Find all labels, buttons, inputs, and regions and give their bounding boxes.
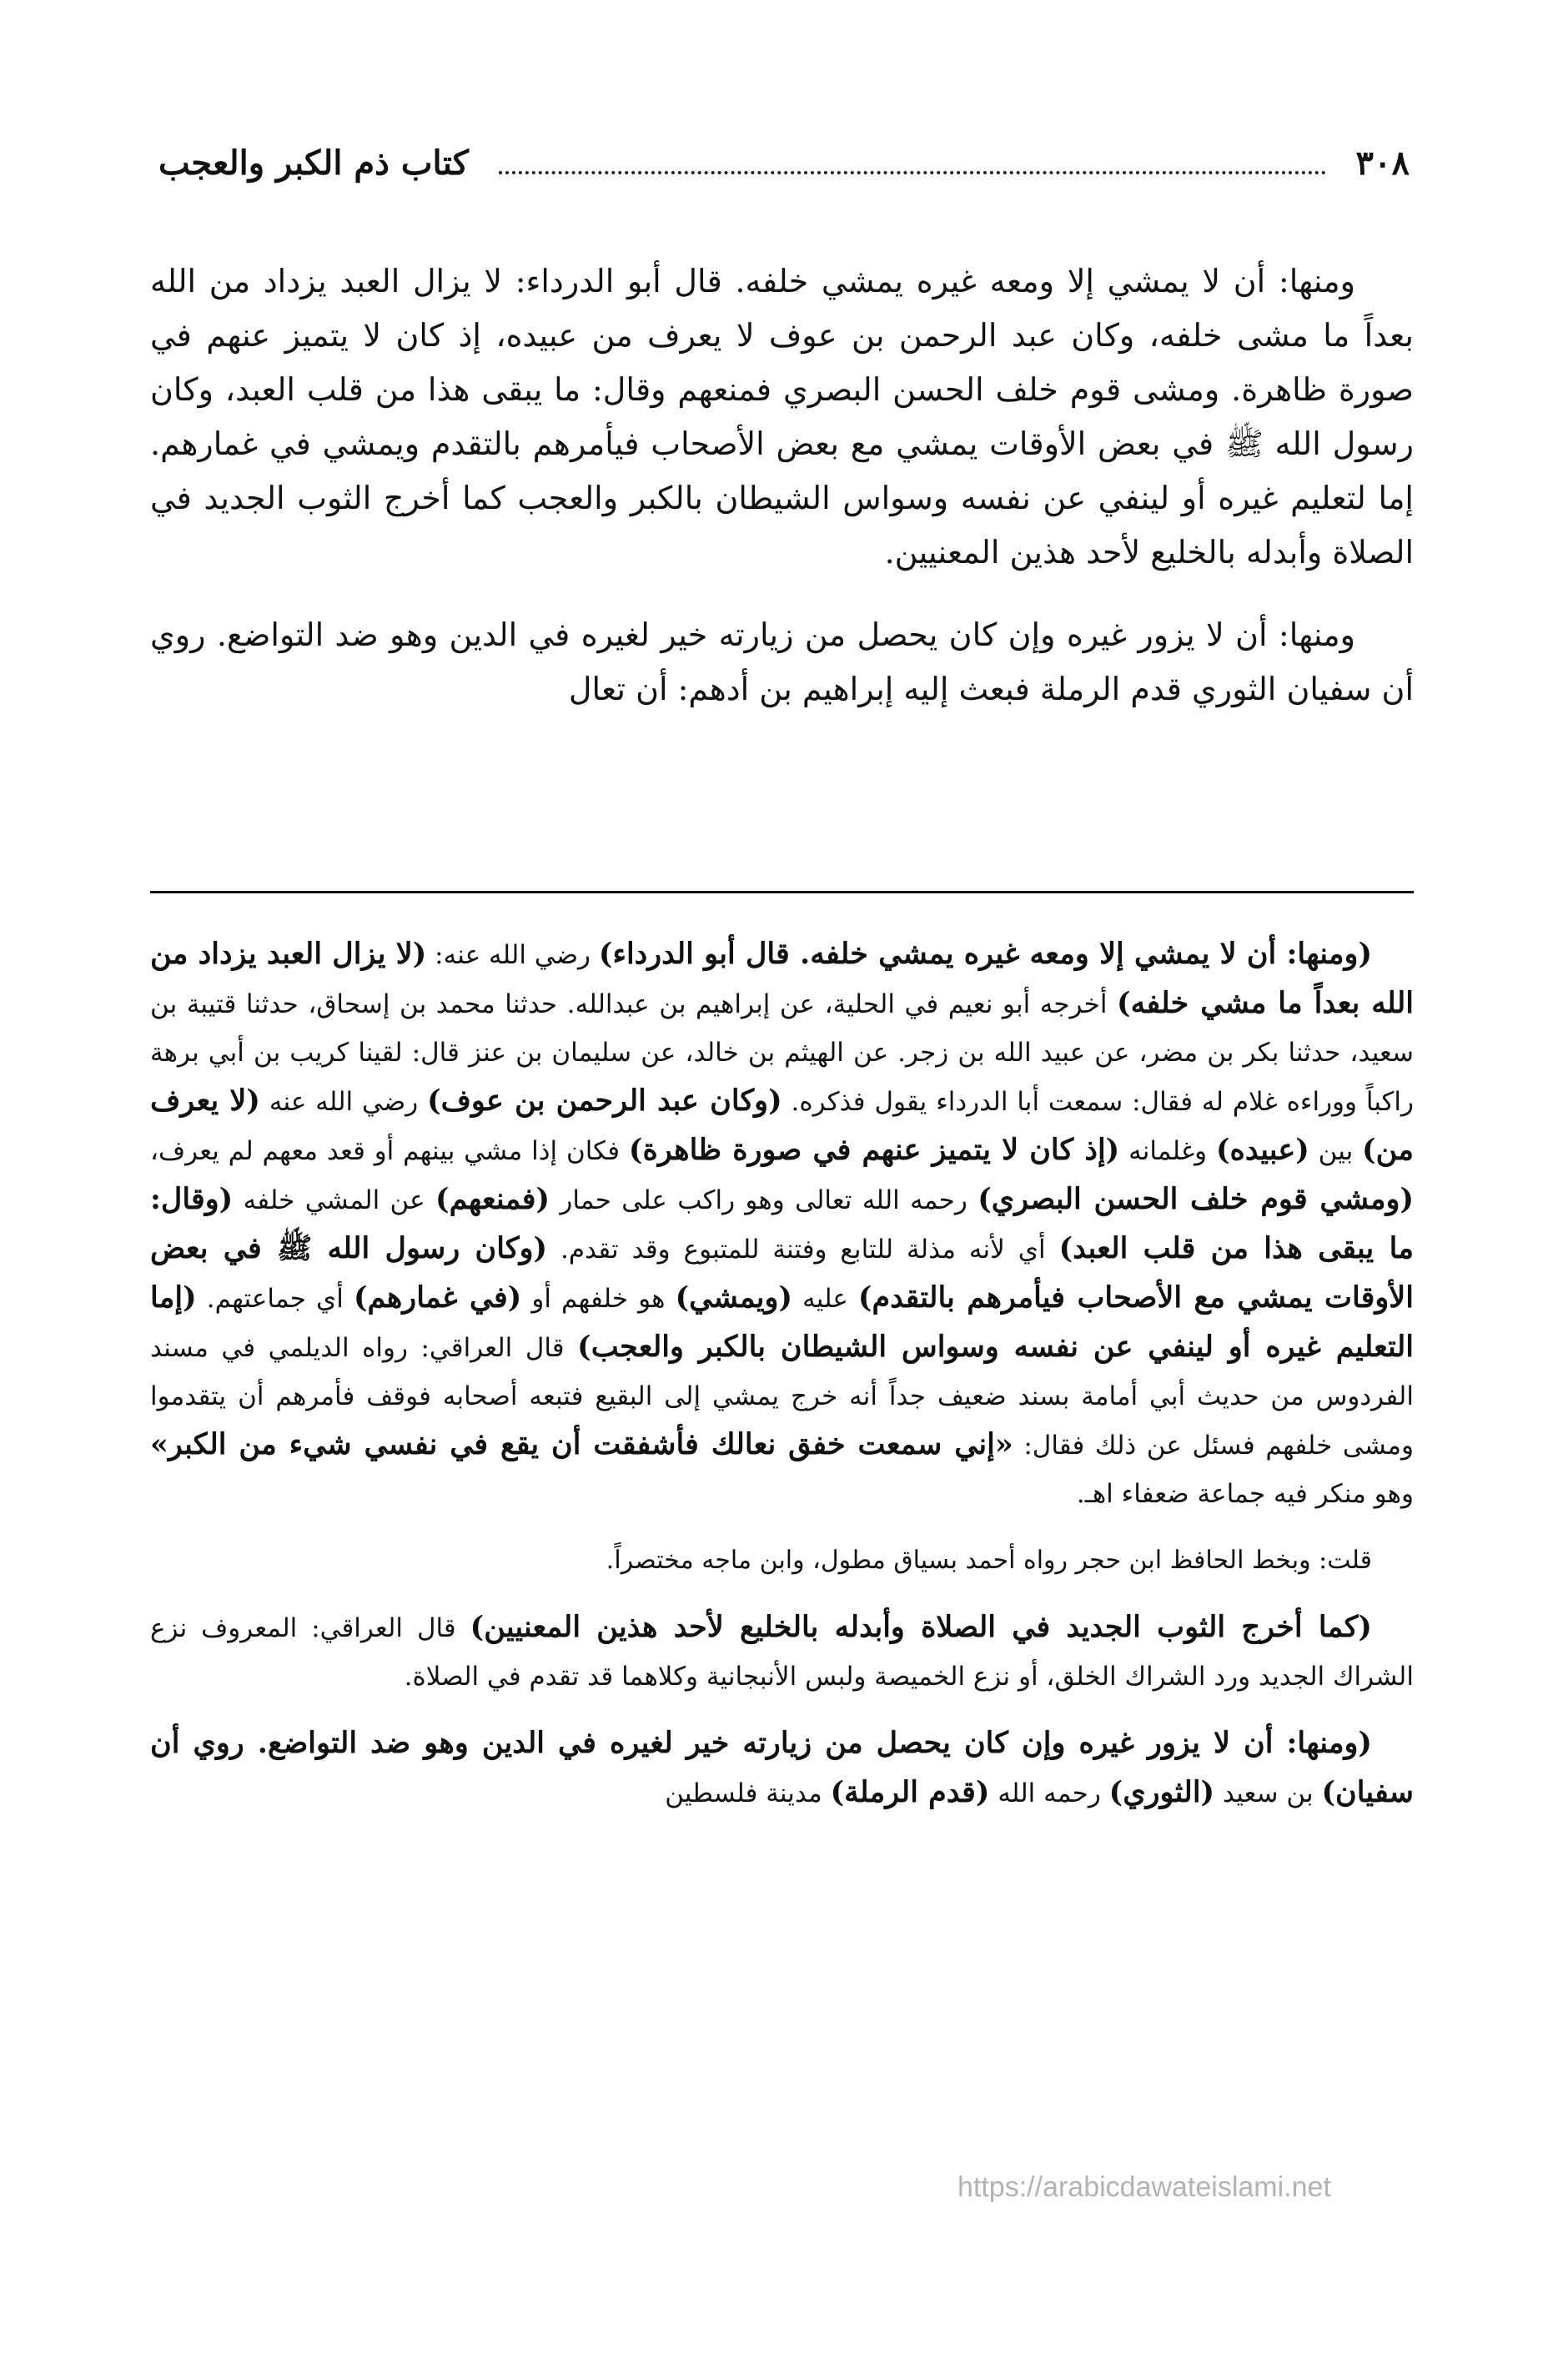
quoted-text: (إما التعليم غيره أو لينفي عن نفسه وسواس الشيطان بالكبر والعجب) xyxy=(150,1280,1414,1364)
main-paragraph: ومنها: أن لا يزور غيره وإن كان يحصل من زيارته خير لغيره في الدين وهو ضد التواضع. روي أن سفيان الثوري قدم الرملة فبعث إليه إبراهيم بن أدهم: أن تعال xyxy=(150,616,1414,707)
commentary-text: وغلمانه xyxy=(1119,1136,1216,1166)
commentary-text: أي لأنه مذلة للتابع وفتنة للمتبوع وقد تقدم. xyxy=(547,1235,1059,1265)
commentary-text: رضي الله عنه xyxy=(259,1087,428,1117)
commentary-text: هو خلفهم أو xyxy=(521,1284,676,1314)
commentary-text: رحمه الله تعالى وهو راكب على حمار xyxy=(550,1185,978,1215)
commentary-paragraph xyxy=(150,1719,1414,1818)
main-text xyxy=(150,254,1414,745)
page-header xyxy=(158,143,1410,183)
quoted-text: (الثوري) xyxy=(1108,1775,1215,1809)
commentary-paragraph xyxy=(150,1603,1414,1701)
commentary-text: مدينة فلسطين xyxy=(665,1778,831,1808)
commentary-text: رحمه الله xyxy=(989,1778,1109,1808)
commentary-text: بن سعيد xyxy=(1214,1778,1322,1808)
commentary-text: بين xyxy=(1309,1136,1363,1166)
commentary-text: فكان إذا مشي بينهم أو قعد معهم لم يعرف، xyxy=(150,1136,629,1166)
commentary-paragraph: قلت: وبخط الحافظ ابن حجر رواه أحمد بسياق مطول، وابن ماجه مختصراً. xyxy=(606,1546,1372,1575)
quoted-text: (وكان رسول الله ﷺ في بعض الأوقات يمشي مع الأصحاب فيأمرهم بالتقدم) xyxy=(150,1231,1414,1315)
commentary-text: عليه xyxy=(792,1284,858,1314)
commentary-text: قال العراقي: رواه الديلمي في مسند الفردوس من حديث أبي أمامة بسند ضعيف جداً أنه خرج يمشي إلى البقيع فتبعه أصحابه فوقف فأمرهم أن يتقدموا ومشى خلفهم فسئل عن ذلك فقال: xyxy=(150,1333,1414,1461)
quoted-text: (عبيده) xyxy=(1215,1133,1309,1167)
quoted-text: «إني سمعت خفق نعالك فأشفقت أن يقع في نفسي شيء من الكبر» xyxy=(150,1427,1013,1461)
commentary-text: أخرجه أبو نعيم في الحلية، عن إبراهيم بن عبدالله. حدثنا محمد بن إسحاق، حدثنا قتيبة بن سعيد، حدثنا بكر بن مضر، عن عبيد الله بن زجر. عن الهيثم بن خالد، عن سليمان بن عنز قال: لقينا كريب بن أبي برهة راكباً ووراءه غلام له فقال: سمعت أبا الدرداء يقول فذكره. xyxy=(150,989,1415,1117)
quoted-text: (ومنها: أن لا يمشي إلا ومعه غيره يمشي خلفه. قال أبو الدرداء) xyxy=(598,937,1372,971)
header-dotted-leader xyxy=(499,171,1326,174)
page-number: ٣٠٨ xyxy=(1355,143,1410,183)
quoted-text: (ويمشي) xyxy=(675,1280,793,1315)
book-title: كتاب ذم الكبر والعجب xyxy=(158,143,469,183)
quoted-text: (وكان عبد الرحمن بن عوف) xyxy=(427,1084,782,1118)
commentary-text: أي جماعتهم. xyxy=(196,1284,354,1314)
footnote-divider xyxy=(150,891,1414,893)
quoted-text: (قدم الرملة) xyxy=(830,1775,990,1809)
commentary-text: قال العراقي: المعروف نزع الشراك الجديد ورد الشراك الخلق، أو نزع الخميصة ولبس الأنبجانية وكلاهما قد تقدم في الصلاة. xyxy=(150,1613,1414,1692)
watermark-url: https://arabicdawateislami.net xyxy=(957,2171,1331,2203)
commentary-text: عن المشي خلفه xyxy=(233,1185,436,1215)
quoted-text: (إذ كان لا يتميز عنهم في صورة ظاهرة) xyxy=(628,1133,1120,1167)
commentary xyxy=(150,930,1414,1836)
quoted-text: (لا يعرف من) xyxy=(150,1084,1414,1167)
main-paragraph: ومنها: أن لا يمشي إلا ومعه غيره يمشي خلفه. قال أبو الدرداء: لا يزال العبد يزداد من الله بعداً ما مشى خلفه، وكان عبد الرحمن بن عوف لا يعرف من عبيده، إذ كان لا يتميز عنهم في صورة ظاهرة. ومشى قوم خلف الحسن البصري فمنعهم وقال: ما يبقى هذا من قلب العبد، وكان رسول الله ﷺ في بعض الأوقات يمشي مع بعض الأصحاب فيأمرهم بالتقدم ويمشي في غمارهم. إما لتعليم غيره أو لينفي عن نفسه وسواس الشيطان بالكبر والعجب كما أخرج الثوب الجديد في الصلاة وأبدله بالخليع لأحد هذين المعنيين. xyxy=(150,263,1414,571)
quoted-text: (لا يزال العبد يزداد من الله بعداً ما مشي خلفه) xyxy=(150,937,1414,1020)
commentary-paragraph xyxy=(150,930,1414,1518)
commentary-text: وهو منكر فيه جماعة ضعفاء اهـ. xyxy=(1076,1479,1414,1509)
quoted-text: (كما أخرج الثوب الجديد في الصلاة وأبدله بالخليع لأحد هذين المعنيين) xyxy=(470,1610,1372,1644)
quoted-text: (في غمارهم) xyxy=(354,1280,522,1315)
quoted-text: (وقال: ما يبقى هذا من قلب العبد) xyxy=(150,1182,1414,1265)
quoted-text: (فمنعهم) xyxy=(435,1182,550,1216)
quoted-text: (ومشي قوم خلف الحسن البصري) xyxy=(977,1182,1414,1216)
quoted-text: (ومنها: أن لا يزور غيره وإن كان يحصل من زيارته خير لغيره في الدين وهو ضد التواضع. روي أن سفيان) xyxy=(150,1726,1414,1809)
commentary-text: رضي الله عنه: xyxy=(426,940,599,970)
